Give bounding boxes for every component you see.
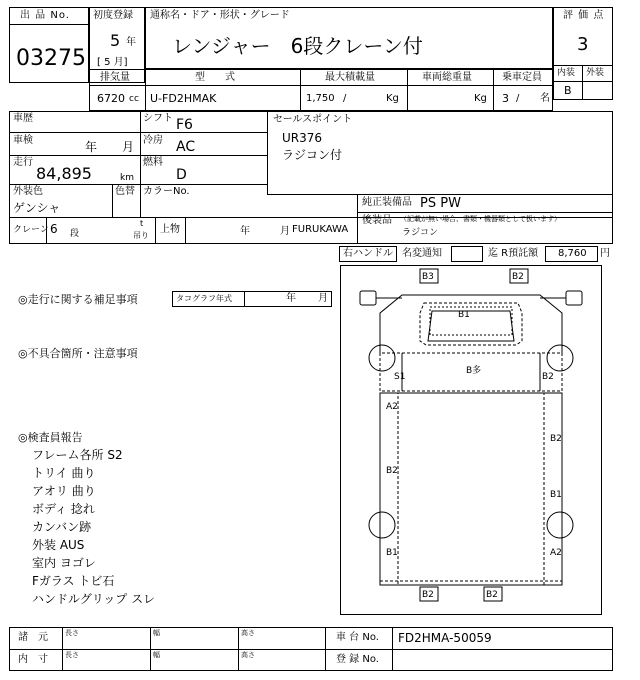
dim-length-label: 長さ — [65, 629, 79, 637]
genuine-equipment-value: PS PW — [420, 196, 461, 211]
crane-maker: FURUKAWA — [292, 224, 349, 235]
mount-label: 上物 — [160, 224, 180, 235]
mark-front-right-b2: B2 — [542, 372, 554, 382]
inspector-item-2: トリイ 曲り — [32, 466, 96, 480]
truck-damage-diagram — [340, 265, 602, 615]
inspector-item-7: 室内 ヨゴレ — [32, 556, 96, 570]
defects-label: ◎不具合箇所・注意事項 — [18, 347, 138, 360]
inner-width-label: 幅 — [153, 651, 160, 659]
mark-tail-b2-left: B2 — [422, 590, 434, 600]
aftermarket-note: （記載が無い場合、書類・機器類として扱います） — [400, 215, 561, 223]
capacity-unit: 名 — [540, 93, 550, 104]
registration-no-label: 登 録 No. — [336, 654, 379, 665]
mark-tail-b2-right: B2 — [486, 590, 498, 600]
mount-month-unit: 月 — [280, 226, 290, 237]
gross-weight-label: 車両総重量 — [422, 72, 472, 83]
displacement-value: 6720 — [97, 92, 125, 105]
mount-year-unit: 年 — [240, 226, 250, 237]
color-number-label: カラーNo. — [143, 186, 190, 197]
driving-notes-label: ◎走行に関する補足事項 — [18, 293, 138, 306]
exterior-color-value: ゲンシャ — [13, 201, 61, 215]
score-label: 評 価 点 — [563, 10, 605, 21]
inspector-item-4: ボディ 捻れ — [32, 502, 95, 516]
displacement-unit: cc — [129, 94, 139, 104]
shift-label: シフト — [143, 113, 173, 124]
model-name: レンジャー 6段クレーン付 — [172, 34, 423, 58]
tachograph-label: タコグラフ年式 — [176, 294, 232, 303]
inspection-label: 車検 — [13, 135, 33, 146]
crane-stage-unit: 段 — [70, 229, 80, 239]
exterior-color-label: 外装色 — [13, 186, 43, 197]
ac-label: 冷房 — [143, 135, 163, 146]
registration-year: 5 — [110, 31, 121, 50]
displacement-label: 排気量 — [100, 72, 130, 83]
mark-roof-b1: B1 — [458, 310, 470, 320]
mark-bed-left-a2: A2 — [386, 402, 398, 412]
recycle-unit: 円 — [600, 248, 610, 259]
dim-height-label: 高さ — [241, 629, 255, 637]
mark-cab-b3: B3 — [422, 272, 434, 282]
max-load-unit: Kg — [386, 93, 399, 104]
crane-label: クレーン — [13, 225, 49, 235]
mileage-unit: km — [120, 173, 134, 183]
name-change-label: 名変通知 — [402, 248, 442, 259]
dimensions-label: 諸 元 — [18, 632, 48, 643]
name-change-box — [451, 246, 483, 262]
steering-value: 右ハンドル — [343, 248, 393, 259]
inspector-item-6: 外装 AUS — [32, 538, 85, 552]
tachograph-year-unit: 年 — [286, 293, 296, 304]
lot-no-label: 出 品 No. — [20, 10, 70, 21]
mark-rear-left-b1: B1 — [386, 548, 398, 558]
mark-rear-right-a2: A2 — [550, 548, 562, 558]
inspector-report-label: ◎検査員報告 — [18, 431, 83, 444]
gross-weight-unit: Kg — [474, 93, 487, 104]
crane-stages: 6 — [50, 222, 58, 236]
interior-grade-label: 内装 — [557, 68, 576, 78]
model-name-label: 通称名・ドア・形状・グレード — [150, 10, 290, 21]
crane-ton-unit: t — [140, 219, 144, 228]
mark-bed-multi: B多 — [466, 366, 482, 376]
sales-points-label: セールスポイント — [273, 114, 353, 125]
inspection-year-unit: 年 — [85, 140, 98, 154]
inner-length-label: 長さ — [65, 651, 79, 659]
max-load-value: 1,750 — [306, 93, 335, 104]
max-load-separator: / — [343, 93, 347, 104]
chassis-no-label: 車 台 No. — [336, 632, 379, 643]
inspector-item-9: ハンドルグリップ スレ — [32, 592, 156, 606]
max-load-label: 最大積載量 — [325, 72, 375, 83]
lot-no-value: 03275 — [16, 46, 86, 71]
dim-width-label: 幅 — [153, 629, 160, 637]
aftermarket-label: 後装品 — [362, 215, 392, 226]
score-value: 3 — [577, 34, 589, 55]
first-registration-label: 初度登録 — [93, 10, 133, 21]
model-type-value: U-FD2HMAK — [150, 92, 217, 105]
crane-hoist-unit: 吊り — [133, 231, 149, 240]
ac-value: AC — [176, 139, 196, 155]
history-label: 車歴 — [13, 113, 33, 124]
fuel-label: 燃料 — [143, 157, 163, 168]
mileage-label: 走行 — [13, 157, 33, 168]
sales-point-1: UR376 — [282, 131, 323, 145]
aftermarket-value: ラジコン — [402, 228, 439, 238]
chassis-no-value: FD2HMA-50059 — [398, 631, 492, 645]
mark-bed-left-b2: B2 — [386, 466, 398, 476]
interior-grade-value: B — [564, 84, 572, 97]
inspection-month-unit: 月 — [122, 140, 135, 154]
fuel-value: D — [176, 167, 187, 183]
genuine-equipment-label: 純正装備品 — [362, 197, 412, 208]
mark-front-left-s1: S1 — [394, 372, 406, 382]
shift-value: F6 — [176, 117, 193, 133]
inner-dimensions-label: 内 寸 — [18, 654, 48, 665]
capacity-separator: / — [516, 93, 520, 104]
mark-bed-right-b2: B2 — [550, 434, 562, 444]
inner-height-label: 高さ — [241, 651, 255, 659]
inspector-item-1: フレーム各所 S2 — [32, 448, 123, 462]
mileage-value: 84,895 — [36, 164, 92, 183]
model-type-label: 型 式 — [195, 72, 235, 83]
inspector-item-5: カンバン跡 — [32, 520, 92, 534]
exterior-grade-label: 外装 — [586, 68, 605, 78]
capacity-value: 3 — [502, 92, 509, 105]
inspector-item-8: Fガラス トビ石 — [32, 574, 115, 588]
registration-month: [ 5 月] — [97, 57, 128, 68]
recycle-label: 迄 R預託額 — [488, 248, 539, 259]
color-change-label: 色替 — [115, 186, 135, 197]
capacity-label: 乗車定員 — [502, 72, 542, 83]
tachograph-month-unit: 月 — [318, 293, 328, 304]
mark-bed-right-b1: B1 — [550, 490, 562, 500]
registration-year-unit: 年 — [126, 37, 136, 48]
mark-cab-b2: B2 — [512, 272, 524, 282]
inspector-item-3: アオリ 曲り — [32, 484, 96, 498]
sales-point-2: ラジコン付 — [282, 148, 343, 162]
recycle-value: 8,760 — [558, 248, 587, 259]
